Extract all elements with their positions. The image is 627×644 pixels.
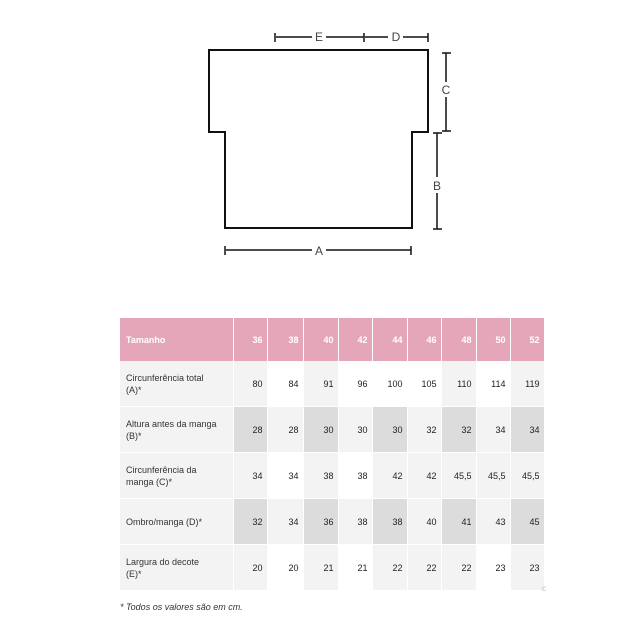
header-size: 42 [338,318,372,361]
value-cell: 34 [476,407,510,453]
label-d: D [391,30,401,44]
value-cell: 105 [407,361,441,407]
value-cell: 42 [372,453,407,499]
value-cell: 100 [372,361,407,407]
value-cell: 114 [476,361,510,407]
value-cell: 30 [372,407,407,453]
value-cell: 40 [407,499,441,545]
row-label-line: Ombro/manga (D)* [126,516,203,527]
value-cell: 30 [338,407,372,453]
value-cell: 30 [303,407,338,453]
header-size: 36 [233,318,267,361]
value-cell: 28 [267,407,303,453]
value-cell: 38 [372,499,407,545]
value-cell: 38 [338,453,372,499]
dimension-a [225,244,411,258]
header-size: 44 [372,318,407,361]
row-label-line: (E)* [126,568,142,579]
value-cell: 20 [233,545,267,591]
value-cell: 32 [441,407,476,453]
header-size: 46 [407,318,441,361]
value-cell: 32 [233,499,267,545]
row-label-line: Altura antes da manga [126,418,217,429]
row-label-line: Circunferência total [126,372,204,383]
value-cell: 34 [267,453,303,499]
value-cell: 22 [407,545,441,591]
label-e: E [314,30,324,44]
value-cell: 21 [303,545,338,591]
garment-outline [209,50,428,228]
table-row [120,499,544,545]
dimension-d [365,30,428,44]
value-cell: 119 [510,361,544,407]
value-cell: 34 [233,453,267,499]
value-cell: 45 [510,499,544,545]
value-cell: 41 [441,499,476,545]
row-label [120,499,233,545]
table-row [120,361,544,407]
value-cell: 34 [267,499,303,545]
value-cell: 38 [303,453,338,499]
footnote: * Todos os valores são em cm. [120,602,243,612]
dimension-e [275,30,364,44]
header-size: 50 [476,318,510,361]
value-cell: 91 [303,361,338,407]
table-row [120,407,544,453]
value-cell: 96 [338,361,372,407]
row-label [120,361,233,407]
table-row [120,453,544,499]
size-table [120,318,545,591]
row-label [120,453,233,499]
row-label [120,407,233,453]
table-header-row [120,318,544,361]
table-row [120,545,544,591]
value-cell: 22 [441,545,476,591]
dimension-c [442,53,451,131]
value-cell: 38 [338,499,372,545]
value-cell: 43 [476,499,510,545]
label-b: B [432,179,442,193]
value-cell: 110 [441,361,476,407]
value-cell: 22 [372,545,407,591]
stray-mark: c [542,584,546,593]
header-size: 40 [303,318,338,361]
value-cell: 80 [233,361,267,407]
value-cell: 21 [338,545,372,591]
value-cell: 45,5 [441,453,476,499]
value-cell: 84 [267,361,303,407]
value-cell: 42 [407,453,441,499]
header-size-label: Tamanho [120,318,233,361]
value-cell: 45,5 [510,453,544,499]
row-label [120,545,233,591]
value-cell: 20 [267,545,303,591]
row-label-line: manga (C)* [126,476,173,487]
value-cell: 36 [303,499,338,545]
header-size: 52 [510,318,544,361]
value-cell: 23 [476,545,510,591]
label-c: C [441,83,451,97]
value-cell: 32 [407,407,441,453]
row-label-line: Largura do decote [126,556,200,567]
value-cell: 34 [510,407,544,453]
value-cell: 23 [510,545,544,591]
value-cell: 45,5 [476,453,510,499]
row-label-line: (B)* [126,430,142,441]
garment-schematic [0,0,627,270]
label-a: A [314,244,324,258]
dimension-b [433,133,442,229]
header-size: 48 [441,318,476,361]
row-label-line: Circunferência da [126,464,197,475]
header-size: 38 [267,318,303,361]
row-label-line: (A)* [126,384,142,395]
value-cell: 28 [233,407,267,453]
